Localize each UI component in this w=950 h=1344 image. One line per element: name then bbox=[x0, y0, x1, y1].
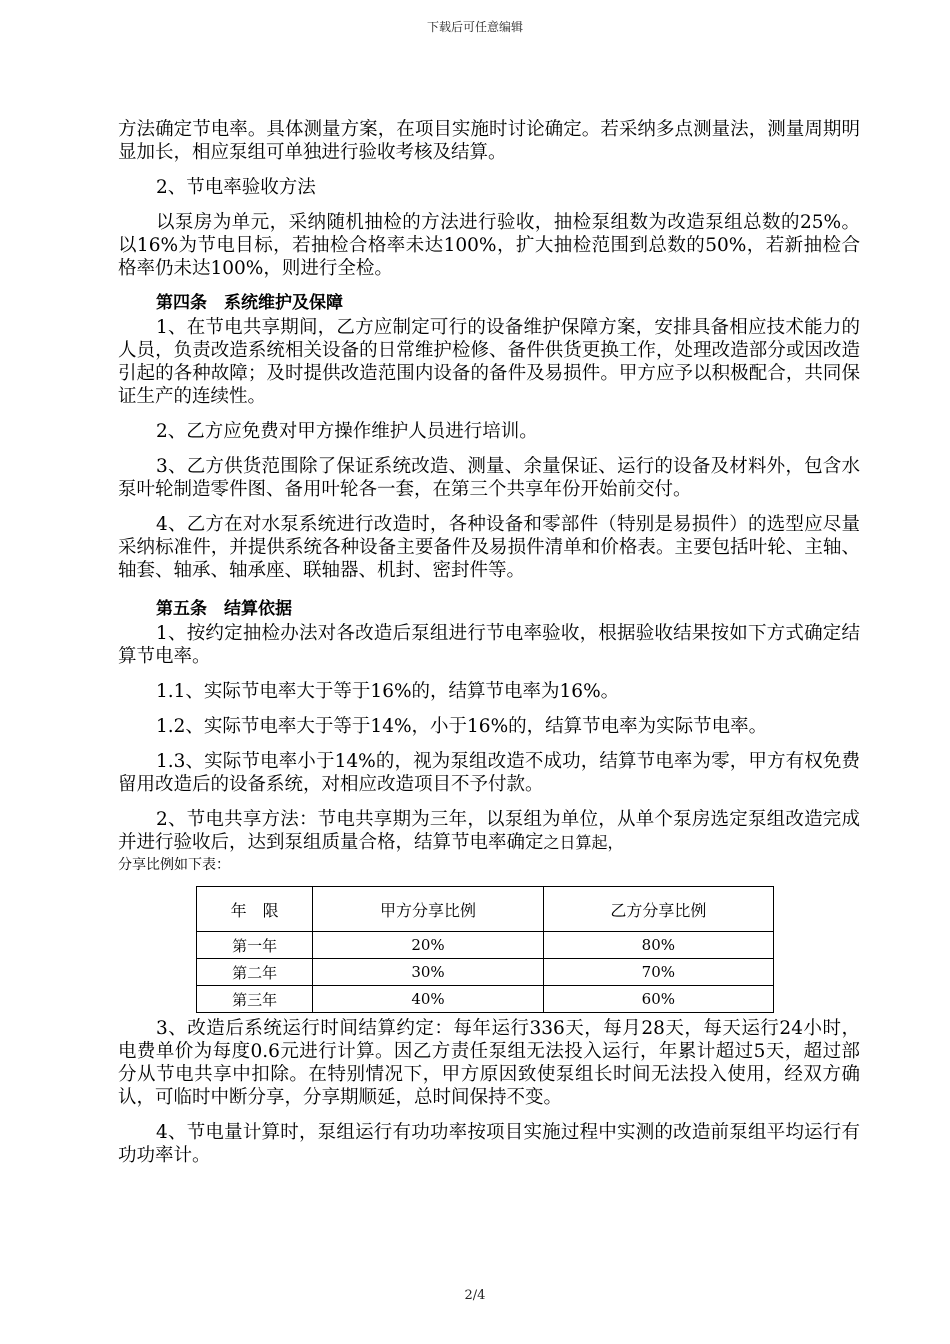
paragraph-text-tail: 之日算起， bbox=[543, 833, 624, 852]
table-row bbox=[197, 959, 774, 986]
paragraph: 1.1、实际节电率大于等于16%的，结算节电率为16%。 bbox=[156, 681, 620, 702]
share-ratio-table bbox=[196, 886, 774, 1013]
table-row bbox=[197, 986, 774, 1013]
paragraph bbox=[118, 808, 860, 854]
paragraph: 1.3、实际节电率小于14%的，视为泵组改造不成功，结算节电率为零，甲方有权免费留用改造后的设备系统，对相应改造项目不予付款。 bbox=[118, 751, 860, 795]
paragraph: 1、按约定抽检办法对各改造后泵组进行节电率验收，根据验收结果按如下方式确定结算节电率。 bbox=[118, 623, 860, 667]
table-header-cell: 乙方分享比例 bbox=[543, 887, 773, 932]
paragraph: 3、改造后系统运行时间结算约定：每年运行336天，每月28天，每天运行24小时，电费单价为每度0.6元进行计算。因乙方责任泵组无法投入运行，年累计超过5天，超过部分从节电共享中扣除。在特别情况下，甲方原因致使泵组长时间无法投入使用，经双方确认，可临时中断分享，分享期顺延，总时间保持不变。 bbox=[118, 1018, 860, 1108]
table-cell: 20% bbox=[313, 932, 543, 959]
table-cell: 第三年 bbox=[197, 986, 313, 1013]
paragraph: 以泵房为单元，采纳随机抽检的方法进行验收，抽检泵组数为改造泵组总数的25%。以16%为节电目标，若抽检合格率未达100%，扩大抽检范围到总数的50%，若新抽检合格率仍未达100%，则进行全检。 bbox=[118, 212, 860, 279]
paragraph: 4、节电量计算时，泵组运行有功功率按项目实施过程中实测的改造前泵组平均运行有功功率计。 bbox=[118, 1122, 860, 1166]
table-cell: 第一年 bbox=[197, 932, 313, 959]
table-cell: 60% bbox=[543, 986, 773, 1013]
page-number: 2/4 bbox=[464, 1288, 486, 1303]
table-header-cell: 年 限 bbox=[197, 887, 313, 932]
table-header-row bbox=[197, 887, 774, 932]
table-cell: 30% bbox=[313, 959, 543, 986]
page-header: 下载后可任意编辑 bbox=[426, 20, 523, 34]
paragraph: 4、乙方在对水泵系统进行改造时，各种设备和零部件（特别是易损件）的选型应尽量采纳标准件，并提供系统各种设备主要备件及易损件清单和价格表。主要包括叶轮、主轴、轴套、轴承、轴承座、联轴器、机封、密封件等。 bbox=[118, 514, 860, 581]
subheading: 2、节电率验收方法 bbox=[156, 177, 316, 198]
table-cell: 70% bbox=[543, 959, 773, 986]
paragraph: 方法确定节电率。具体测量方案，在项目实施时讨论确定。若采纳多点测量法，测量周期明显加长，相应泵组可单独进行验收考核及结算。 bbox=[118, 119, 860, 163]
paragraph: 3、乙方供货范围除了保证系统改造、测量、余量保证、运行的设备及材料外，包含水泵叶轮制造零件图、备用叶轮各一套，在第三个共享年份开始前交付。 bbox=[118, 456, 860, 500]
paragraph-text: 2、节电共享方法：节电共享期为三年，以泵组为单位，从单个泵房选定泵组改造完成并进行验收后，达到泵组质量合格，结算节电率确定 bbox=[118, 809, 860, 853]
table-cell: 第二年 bbox=[197, 959, 313, 986]
section-heading-5: 第五条 结算依据 bbox=[156, 599, 292, 619]
paragraph: 1、在节电共享期间，乙方应制定可行的设备维护保障方案，安排具备相应技术能力的人员，负责改造系统相关设备的日常维护检修、备件供货更换工作，处理改造部分或因改造引起的各种故障；及时提供改造范围内设备的备件及易损件。甲方应予以积极配合，共同保证生产的连续性。 bbox=[118, 317, 860, 407]
paragraph: 2、乙方应免费对甲方操作维护人员进行培训。 bbox=[156, 421, 538, 442]
table-cell: 80% bbox=[543, 932, 773, 959]
table-row bbox=[197, 932, 774, 959]
paragraph: 1.2、实际节电率大于等于14%，小于16%的，结算节电率为实际节电率。 bbox=[156, 716, 768, 737]
table-caption: 分享比例如下表： bbox=[118, 857, 230, 873]
table-cell: 40% bbox=[313, 986, 543, 1013]
document-body bbox=[118, 118, 860, 1179]
section-heading-4: 第四条 系统维护及保障 bbox=[156, 293, 343, 313]
table-header-cell: 甲方分享比例 bbox=[313, 887, 543, 932]
